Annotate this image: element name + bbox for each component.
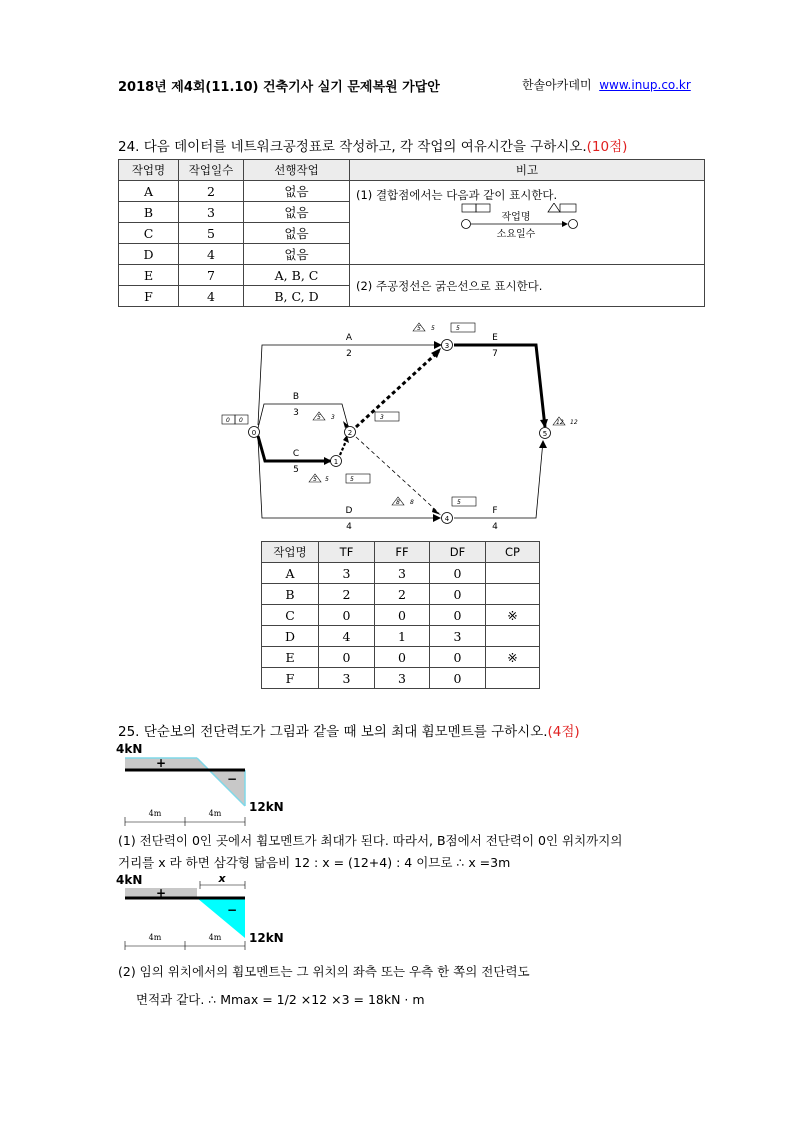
cell: E [262,647,319,668]
shear-diagram-1 [110,738,300,830]
cell: 없음 [244,244,350,265]
node-1-lst: 5 [313,476,317,483]
cell: 0 [319,605,375,626]
left-shear-value: 4kN [116,742,143,756]
cell: 0 [430,563,486,584]
cell: 없음 [244,202,350,223]
shear-diagram-2 [110,872,300,956]
question-25-text: 25. 단순보의 전단력도가 그림과 같을 때 보의 최대 휨모멘트를 구하시오. [118,724,548,740]
node-4-lft: 8 [410,499,414,506]
legend-node-i [462,220,471,229]
step-2-line-1: (2) 임의 위치에서의 휨모멘트는 그 위치의 좌측 또는 우측 한 쪽의 전단력도 [118,964,530,979]
negative-shear-area [197,898,245,938]
activity-f-arrow [454,441,543,518]
cell: 5 [179,223,244,244]
site-link[interactable]: www.inup.co.kr [599,78,691,92]
cell: C [262,605,319,626]
node-3-lft: 5 [431,325,435,332]
cell: 0 [430,647,486,668]
activity-e-arrow [454,345,545,427]
float-result-table [261,541,540,689]
cell: B, C, D [244,286,350,307]
left-shear-value: 4kN [116,873,143,887]
org-name: 한솔아카데미 [522,78,592,92]
cell: B [119,202,179,223]
cell: 없음 [244,181,350,202]
cell: 4 [319,626,375,647]
cell: 2 [179,181,244,202]
table-header-row [119,160,705,181]
cell [486,626,540,647]
right-shear-value: 12kN [249,931,284,945]
node-2-lst: 5 [317,414,321,421]
node-0-label: 0 [251,429,257,437]
step-1-line-1: (1) 전단력이 0인 곳에서 휨모멘트가 최대가 된다. 따라서, B점에서 전단력이 0인 위치까지의 [118,833,623,848]
node-5-est: 12 [556,419,564,426]
col-header: TF [319,542,375,563]
cell: 0 [430,668,486,689]
activity-c-duration: 5 [293,465,299,475]
node-1-label: 1 [333,458,339,466]
col-header: 비고 [350,160,705,181]
node-2-lft: 3 [331,414,335,421]
cell: 3 [375,563,430,584]
node-3-label: 3 [444,342,450,350]
node-4-lst: 8 [396,499,400,506]
x-label: x [218,872,226,885]
activity-d-name: D [345,506,353,516]
activity-f-duration: 4 [492,522,498,532]
table-row [119,265,705,286]
col-header: 선행작업 [244,160,350,181]
arrowhead-d [433,514,441,522]
activity-table [118,159,705,307]
node-3-box [451,323,475,332]
cell: F [119,286,179,307]
cell: 2 [375,584,430,605]
node-5-label: 5 [542,430,548,438]
span-1-label: 4m [148,809,162,818]
positive-sign: + [156,756,167,770]
node-2-est: 3 [380,414,384,421]
cell: 4 [179,286,244,307]
activity-d-duration: 4 [346,522,352,532]
legend-arrowhead [562,221,568,227]
cell: A, B, C [244,265,350,286]
table-row [262,647,540,668]
note-cell [350,181,705,265]
col-header: CP [486,542,540,563]
span-1-label: 4m [148,933,162,942]
legend-days-label: 소요일수 [496,229,536,240]
arrowhead-a [434,341,442,349]
node-0-lft: 0 [239,417,243,424]
negative-sign: − [227,772,238,786]
table-row [119,181,705,202]
activity-a-duration: 2 [346,349,352,359]
cell: 3 [319,563,375,584]
cell: D [119,244,179,265]
cell [486,668,540,689]
node-0-est: 0 [226,417,230,424]
cell: 3 [179,202,244,223]
activity-b-duration: 3 [293,408,299,418]
node-3-lst: 5 [417,325,421,332]
cell: A [262,563,319,584]
cell: B [262,584,319,605]
table-row [262,584,540,605]
right-shear-value: 12kN [249,800,284,814]
node-5-lft: 12 [570,419,578,426]
question-25-points: (4점) [547,724,580,740]
cell: 3 [430,626,486,647]
activity-c-name: C [292,449,300,459]
page-header-source [522,76,691,93]
arrowhead-dummy-2-4 [432,508,441,515]
table-row [262,605,540,626]
activity-e-duration: 7 [492,349,498,359]
span-2-label: 4m [208,809,222,818]
node-3-est: 5 [456,325,460,332]
cell: C [119,223,179,244]
positive-sign: + [156,886,167,900]
cell [486,563,540,584]
dummy-1-2 [340,441,346,455]
question-24 [118,135,627,155]
cell: A [119,181,179,202]
cell: 0 [375,605,430,626]
activity-f-name: F [492,506,498,516]
cell: 4 [179,244,244,265]
cell: 1 [375,626,430,647]
cell: 3 [375,668,430,689]
cell: 0 [430,605,486,626]
table-row [262,626,540,647]
legend-lst-box [476,204,490,212]
node-1-lft: 5 [325,476,329,483]
activity-b-name: B [292,392,300,402]
legend-est-box [462,204,476,212]
question-24-text: 24. 다음 데이터를 네트워크공정표로 작성하고, 각 작업의 여유시간을 구하시오. [118,139,587,155]
cell: 없음 [244,223,350,244]
dummy-2-3 [356,351,439,427]
note-1: (1) 결합점에서는 다음과 같이 표시한다. [356,188,558,202]
cell: 3 [319,668,375,689]
network-diagram [215,318,595,533]
col-header: DF [430,542,486,563]
node-1-est: 5 [350,476,354,483]
step-1-line-2: 거리를 x 라 하면 삼각형 닮음비 12 : x = (12+4) : 4 이므로 ∴ x =3m [118,855,511,870]
span-2-label: 4m [208,933,222,942]
question-24-points: (10점) [586,139,628,155]
cell: 0 [375,647,430,668]
legend-name-label: 작업명 [501,212,531,223]
node-4-label: 4 [444,515,450,523]
activity-e-name: E [492,333,498,343]
cell: ※ [486,605,540,626]
node-4-est: 5 [457,499,461,506]
node-2-label: 2 [347,429,353,437]
page-header-title: 2018년 제4회(11.10) 건축기사 실기 문제복원 가답안 [118,80,440,95]
note-2: (2) 주공정선은 굵은선으로 표시한다. [350,265,705,307]
step-2-line-2: 면적과 같다. ∴ Mmax = 1/2 ×12 ×3 = 18kN · m [136,992,425,1007]
legend-triangle [548,203,560,212]
activity-a-name: A [345,333,353,343]
table-row [262,563,540,584]
node-legend-diagram [450,203,700,243]
cell: 2 [319,584,375,605]
node-4-box [452,497,476,506]
col-header: 작업명 [262,542,319,563]
table-header-row [262,542,540,563]
cell: F [262,668,319,689]
negative-sign: − [227,903,238,917]
result-body [262,563,540,689]
cell [486,584,540,605]
cell: ※ [486,647,540,668]
legend-node-j [569,220,578,229]
cell: E [119,265,179,286]
cell: 7 [179,265,244,286]
legend-lft-box [560,204,576,212]
node-2-box [375,412,399,421]
cell: D [262,626,319,647]
arrowhead-f [539,440,547,448]
question-25 [118,720,580,740]
table-row [262,668,540,689]
col-header: 작업명 [119,160,179,181]
col-header: 작업일수 [179,160,244,181]
arrowhead-dummy-2-3 [431,348,441,358]
cell: 0 [430,584,486,605]
cell: 0 [319,647,375,668]
col-header: FF [375,542,430,563]
